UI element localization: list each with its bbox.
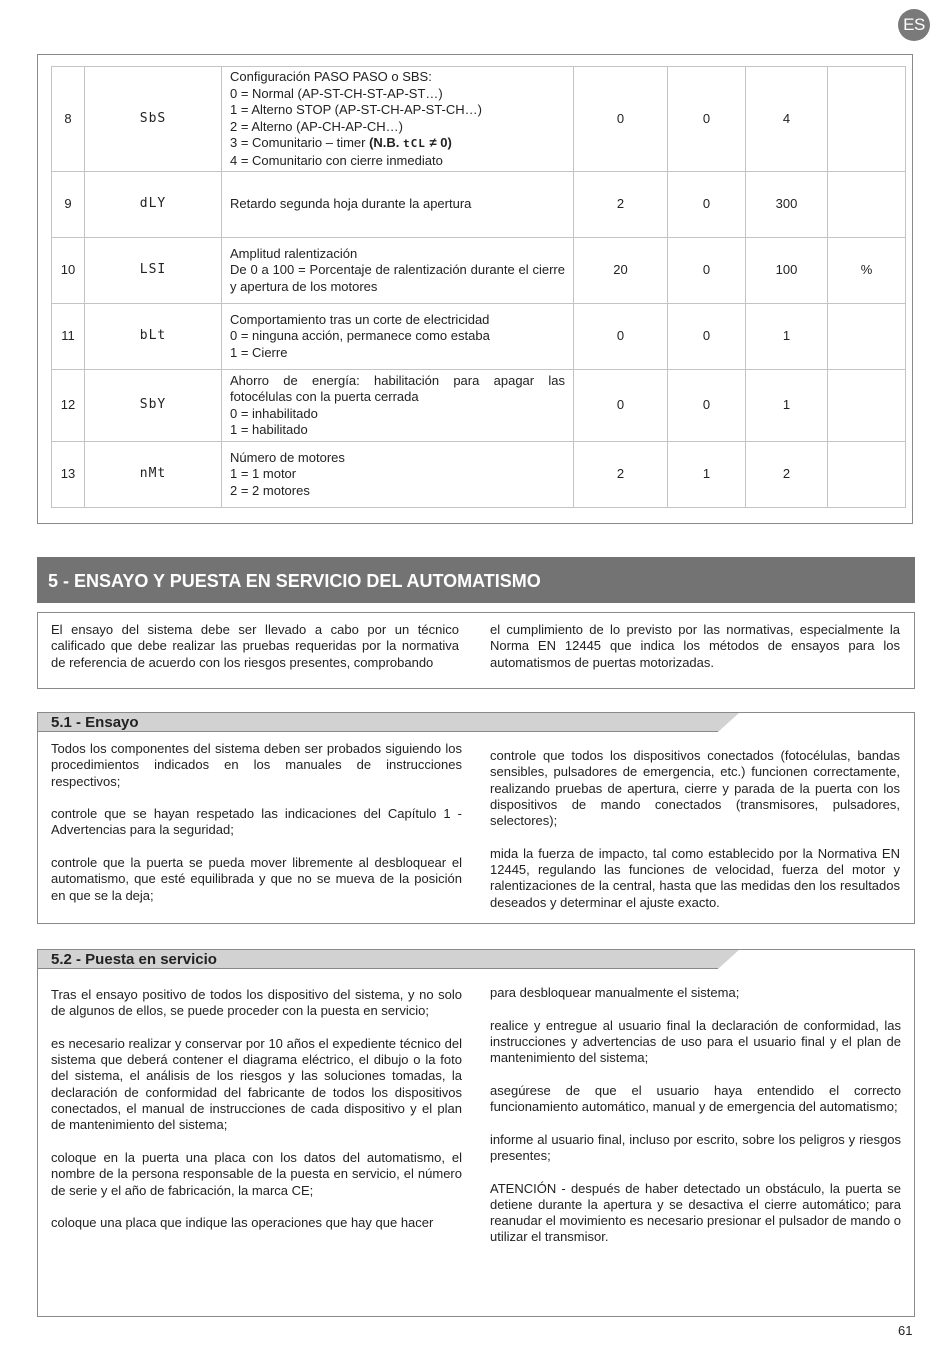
table-row [52, 238, 906, 304]
parameter-code: SbS [85, 67, 222, 172]
paragraph: para desbloquear manualmente el sistema; [490, 985, 740, 1000]
table-row [52, 172, 906, 238]
unit [828, 370, 906, 442]
paragraph: controle que todos los dispositivos conectados (fotocélulas, bandas sensibles, pulsadores de emergencia, etc.) funcionen correctamente, realizando pruebas de apertura, cierre y parada de la puerta con los dispositivos de mando conectados (transmisores, pulsadores, selectores); [490, 748, 900, 829]
unit [828, 442, 906, 508]
description-line: Número de motores [230, 449, 345, 465]
paragraph: coloque en la puerta una placa con los datos del automatismo, el nombre de la persona responsable de la puesta en servicio, el número de serie y el año de fabricación, la marca CE; [51, 1149, 462, 1198]
description-line: Retardo segunda hoja durante la apertura [230, 196, 472, 212]
row-number: 10 [52, 238, 85, 304]
section-5-2-left-column [51, 987, 462, 1231]
description-line: 0 = ninguna acción, permanece como estaba [230, 328, 490, 344]
min-value: 0 [668, 370, 746, 442]
parameter-description [222, 67, 574, 172]
parameter-description [222, 238, 574, 304]
section-5-2-title: 5.2 - Puesta en servicio [51, 951, 217, 968]
parameter-code: dLY [85, 172, 222, 238]
table-row [52, 370, 906, 442]
language-badge: ES [898, 9, 930, 41]
page-number: 61 [898, 1323, 913, 1338]
max-value: 1 [746, 370, 828, 442]
description-line: 0 = inhabilitado [230, 405, 318, 421]
section-5-1-title: 5.1 - Ensayo [51, 714, 139, 731]
min-value: 1 [668, 442, 746, 508]
paragraph: ATENCIÓN - después de haber detectado un obstáculo, la puerta se detiene durante la apertura y se desactiva el cierre automático; para reanudar el movimiento es necesario presionar el pulsador de mando o utilizar el transmisor. [490, 1180, 901, 1245]
default-value: 0 [574, 304, 668, 370]
min-value: 0 [668, 238, 746, 304]
unit: % [828, 238, 906, 304]
min-value: 0 [668, 67, 746, 172]
paragraph: realice y entregue al usuario final la declaración de conformidad, las instrucciones y advertencias de uso para el usuario final y el plan de mantenimiento del sistema; [490, 1017, 901, 1066]
paragraph: controle que se hayan respetado las indicaciones del Capítulo 1 - Advertencias para la seguridad; [51, 806, 462, 838]
paragraph: asegúrese de que el usuario haya entendido el correcto funcionamiento automático, manual y de emergencia del automatismo; [490, 1082, 901, 1115]
paragraph: controle que la puerta se pueda mover libremente al desbloquear el automatismo, que esté equilibrada y que no se mueva de la posición en que se la deja; [51, 855, 462, 903]
default-value: 0 [574, 370, 668, 442]
section-5-1-right-column [490, 748, 900, 911]
min-value: 0 [668, 304, 746, 370]
description-line: 1 = Alterno STOP (AP-ST-CH-AP-ST-CH…) [230, 102, 482, 117]
parameter-description [222, 304, 574, 370]
row-number: 12 [52, 370, 85, 442]
description-line: 0 = Normal (AP-ST-CH-ST-AP-ST…) [230, 85, 443, 101]
description-line: De 0 a 100 = Porcentaje de ralentización durante el cierre y apertura de los motores [230, 262, 565, 294]
parameter-description [222, 172, 574, 238]
description-line: 4 = Comunitario con cierre inmediato [230, 152, 443, 168]
row-number: 13 [52, 442, 85, 508]
row-number: 11 [52, 304, 85, 370]
paragraph: Tras el ensayo positivo de todos los dispositivo del sistema, y no solo de algunos de ellos, se puede proceder con la puesta en servicio; [51, 987, 462, 1019]
section-5-intro-left: El ensayo del sistema debe ser llevado a cabo por un técnico calificado que debe realizar las pruebas requeridas por la normativa de referencia de acuerdo con los riesgos presentes, comprobando [51, 622, 459, 670]
table-row [52, 67, 906, 172]
default-value: 20 [574, 238, 668, 304]
description-line: 1 = Cierre [230, 344, 288, 360]
section-5-1-tab [37, 712, 740, 732]
parameter-table [51, 66, 906, 508]
parameter-description [222, 442, 574, 508]
row-number: 8 [52, 67, 85, 172]
default-value: 2 [574, 172, 668, 238]
unit [828, 304, 906, 370]
description-line: Amplitud ralentización [230, 245, 358, 261]
default-value: 2 [574, 442, 668, 508]
row-number: 9 [52, 172, 85, 238]
description-line: 2 = Alterno (AP-CH-AP-CH…) [230, 118, 404, 134]
table-row [52, 304, 906, 370]
max-value: 4 [746, 67, 828, 172]
paragraph: informe al usuario final, incluso por escrito, sobre los peligros y riesgos presentes; [490, 1131, 901, 1163]
paragraph: coloque una placa que indique las operaciones que hay que hacer [51, 1215, 434, 1231]
description-line: 1 = 1 motor [230, 466, 297, 482]
note-bold: (N.B. tCL ≠ 0) [369, 135, 452, 150]
paragraph: mida la fuerza de impacto, tal como establecido por la Normativa EN 12445, regulando las funciones de velocidad, fuerza del motor y ralentizaciones de la central, hasta que las medidas den los resultados deseados y determinar el ajuste exacto. [490, 845, 900, 910]
parameter-code: bLt [85, 304, 222, 370]
note-prefix: 3 = Comunitario – timer [230, 135, 370, 150]
section-5-1-tab-underline [37, 731, 718, 732]
max-value: 300 [746, 172, 828, 238]
max-value: 1 [746, 304, 828, 370]
section-5-1-left-column [51, 741, 462, 904]
parameter-code: LSI [85, 238, 222, 304]
description-line: Configuración PASO PASO o SBS: [230, 69, 432, 84]
min-value: 0 [668, 172, 746, 238]
parameter-code: SbY [85, 370, 222, 442]
description-line: Ahorro de energía: habilitación para apagar las fotocélulas con la puerta cerrada [230, 372, 565, 404]
section-5-2-right-column [490, 985, 901, 1246]
unit [828, 67, 906, 172]
parameter-code: nMt [85, 442, 222, 508]
parameter-description [222, 370, 574, 442]
default-value: 0 [574, 67, 668, 172]
paragraph: Todos los componentes del sistema deben ser probados siguiendo los procedimientos indicados en los manuales de instrucciones respectivos; [51, 741, 462, 789]
description-line [230, 135, 565, 153]
paragraph: es necesario realizar y conservar por 10 años el expediente técnico del sistema que deberá contener el diagrama eléctrico, el dibujo o la foto del sistema, el análisis de los riesgos y las soluciones tomadas, la declaración de conformidad del fabricante de todos los dispositivos conectados, el manual de instrucciones de cada dispositivo y el plan de mantenimiento del sistema; [51, 1035, 462, 1133]
max-value: 100 [746, 238, 828, 304]
unit [828, 172, 906, 238]
description-line: Comportamiento tras un corte de electricidad [230, 311, 490, 327]
note-code: tCL [403, 137, 426, 150]
table-row [52, 442, 906, 508]
section-5-intro-right: el cumplimiento de lo previsto por las normativas, especialmente la Norma EN 12445 que indica los métodos de ensayos para los automatismos de puertas motorizadas. [490, 622, 900, 670]
section-5-title: 5 - ENSAYO Y PUESTA EN SERVICIO DEL AUTOMATISMO [37, 557, 915, 603]
description-line: 2 = 2 motores [230, 482, 310, 498]
max-value: 2 [746, 442, 828, 508]
section-5-2-tab-underline [37, 968, 718, 969]
description-line: 1 = habilitado [230, 422, 308, 437]
